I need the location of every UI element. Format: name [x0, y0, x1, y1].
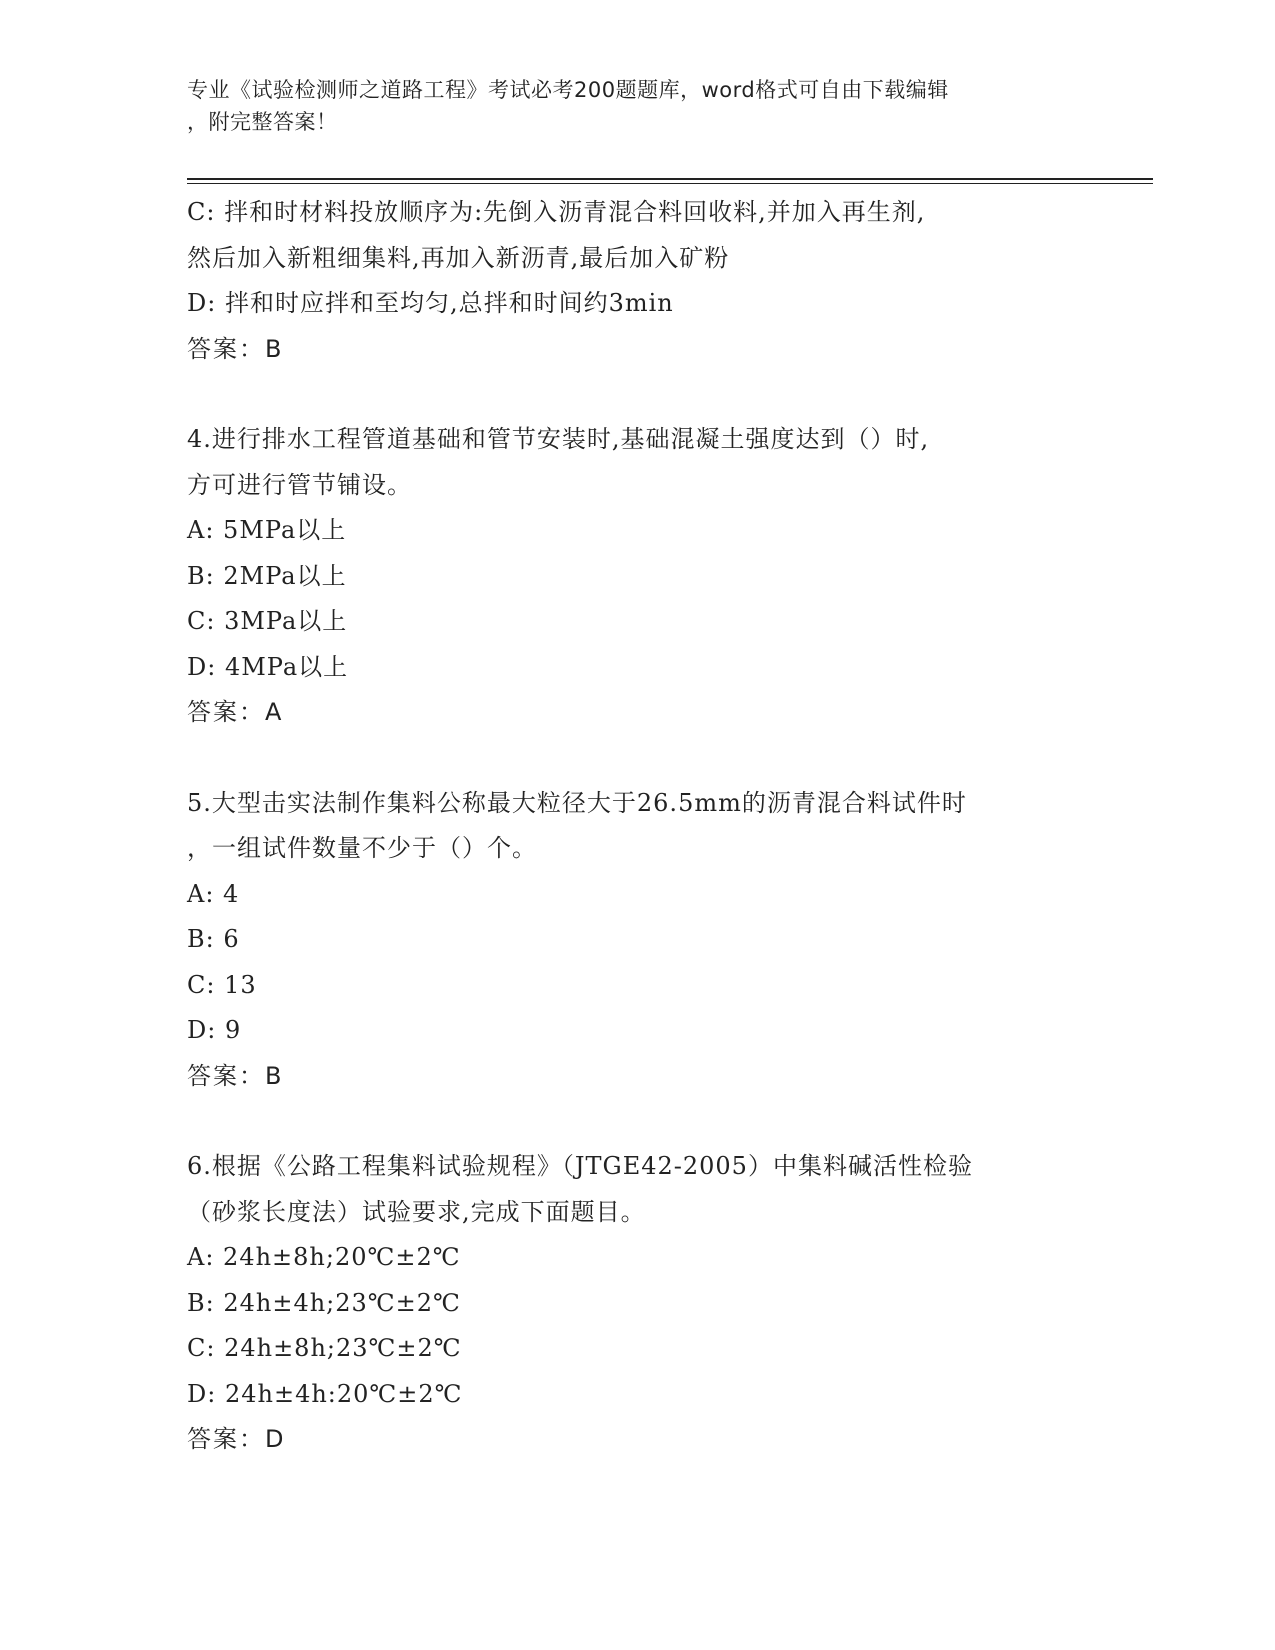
option-line: D: 拌和时应拌和至均匀,总拌和时间约3min [187, 289, 674, 317]
option-c: C: 24h±8h;23℃±2℃ [187, 1334, 462, 1362]
question-6 [187, 1144, 1087, 1463]
option-a: A: 5MPa以上 [187, 516, 347, 544]
question-content [187, 190, 1087, 1463]
question-stem: 方可进行管节铺设。 [187, 470, 412, 499]
header-line-2: ，附完整答案！ [187, 110, 338, 134]
question-stem: 6.根据《公路工程集料试验规程》（JTGE42-2005）中集料碱活性检验 [187, 1152, 973, 1180]
spacer [187, 736, 1087, 781]
question-stem: 5.大型击实法制作集料公称最大粒径大于26.5mm的沥青混合料试件时 [187, 788, 967, 817]
option-line: 然后加入新粗细集料,再加入新沥青,最后加入矿粉 [187, 243, 730, 272]
option-a: A: 24h±8h;20℃±2℃ [187, 1243, 461, 1271]
answer-line: 答案：B [187, 1061, 284, 1090]
header-divider-thick [187, 178, 1153, 180]
question-stem: 4.进行排水工程管道基础和管节安装时,基础混凝土强度达到（）时, [187, 425, 930, 453]
question-3-continuation [187, 190, 1087, 372]
spacer [187, 1099, 1087, 1144]
option-c: C: 3MPa以上 [187, 607, 348, 635]
option-b: B: 2MPa以上 [187, 561, 347, 590]
answer-line: 答案：B [187, 334, 284, 363]
option-d: D: 24h±4h:20℃±2℃ [187, 1379, 463, 1408]
option-d: D: 9 [187, 1016, 242, 1044]
question-stem: （砂浆长度法）试验要求,完成下面题目。 [187, 1197, 646, 1226]
header-line-1: 专业《试验检测师之道路工程》考试必考200题题库，word格式可自由下载编辑 [187, 78, 949, 102]
header-divider-thin [187, 183, 1153, 184]
answer-line: 答案：D [187, 1425, 286, 1453]
option-c: C: 13 [187, 970, 257, 999]
option-a: A: 4 [187, 879, 240, 908]
question-4 [187, 417, 1087, 736]
option-b: B: 24h±4h;23℃±2℃ [187, 1288, 461, 1317]
option-line: C: 拌和时材料投放顺序为:先倒入沥青混合料回收料,并加入再生剂, [187, 198, 926, 226]
option-b: B: 6 [187, 925, 240, 953]
question-stem: ，一组试件数量不少于（）个。 [187, 834, 537, 862]
document-header [187, 74, 1067, 138]
spacer [187, 372, 1087, 417]
option-d: D: 4MPa以上 [187, 652, 349, 681]
question-5 [187, 781, 1087, 1100]
answer-line: 答案：A [187, 698, 284, 726]
